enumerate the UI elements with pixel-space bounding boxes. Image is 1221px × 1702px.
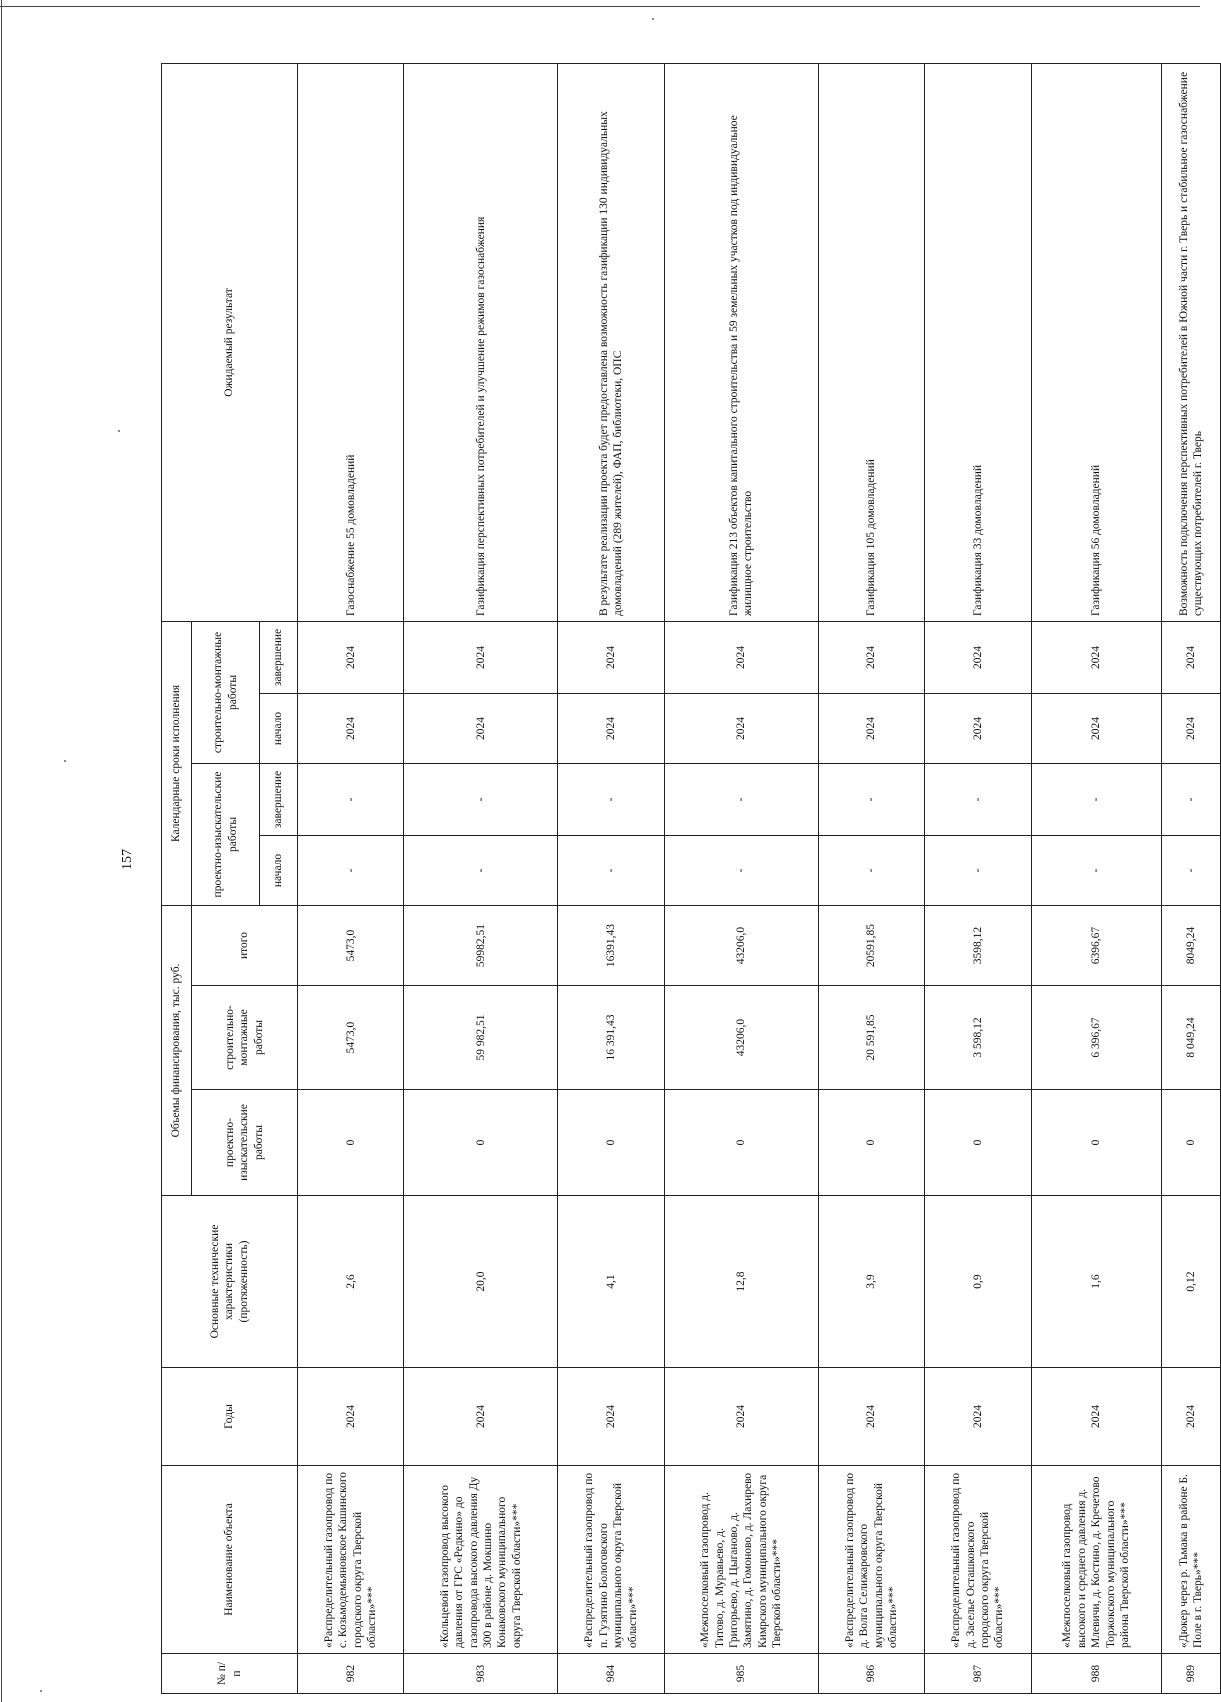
cell-name: «Распределительный газопровод по с. Козьмодемьяновское Кашинского городского округа Тверской области»***: [298, 1466, 404, 1654]
cell-result: Газификация 33 домовладений: [925, 63, 1031, 621]
cell-length: 12,8: [664, 1196, 818, 1368]
cell-construction-start: 2024: [298, 693, 404, 763]
cell-construction-end: 2024: [404, 621, 558, 693]
cell-design-start: -: [664, 835, 818, 905]
scan-speck: [118, 430, 120, 432]
cell-construction-start: 2024: [1161, 693, 1220, 763]
cell-length: 0,9: [925, 1196, 1031, 1368]
cell-name: «Распределительный газопровод по д. Заселье Осташковского городского округа Тверской области»***: [925, 1466, 1031, 1654]
rotated-register-table: [161, 64, 1221, 1694]
cell-num: 983: [404, 1654, 558, 1694]
cell-result: Газификация перспективных потребителей и улучшение режимов газоснабжения: [404, 63, 558, 621]
cell-design-cost: 0: [404, 1090, 558, 1196]
table-row: [925, 63, 1031, 1693]
cell-design-end: -: [664, 763, 818, 835]
cell-design-end: -: [1161, 763, 1220, 835]
cell-construction-end: 2024: [298, 621, 404, 693]
cell-construction-start: 2024: [818, 693, 924, 763]
cell-num: 986: [818, 1654, 924, 1694]
header-schedule: Календарные сроки исполнения: [162, 621, 192, 905]
cell-result: Возможность подключения перспективных потребителей в Южной части г. Тверь и стабильное газоснабжение существующих потребителей г. Тверь: [1161, 63, 1220, 621]
cell-construction-cost: 43206,0: [664, 986, 818, 1090]
header-funding-design: проектно-изыскательские работы: [192, 1090, 298, 1196]
page-number: 157: [120, 849, 135, 870]
scan-left-edge: [1, 0, 2, 1702]
cell-design-cost: 0: [664, 1090, 818, 1196]
cell-total: 20591,85: [818, 905, 924, 985]
cell-design-end: -: [558, 763, 664, 835]
cell-name: «Кольцевой газопровод высокого давления от ГРС «Редкино» до газопровода высокого давления Ду 300 в районе д. Мокшино Конаковского муниципального округа Тверской области»***: [404, 1466, 558, 1654]
scan-speck: [652, 18, 654, 20]
cell-construction-cost: 6 396,67: [1031, 986, 1161, 1090]
cell-length: 2,6: [298, 1196, 404, 1368]
cell-num: 982: [298, 1654, 404, 1694]
cell-total: 16391,43: [558, 905, 664, 985]
cell-construction-start: 2024: [925, 693, 1031, 763]
cell-name: «Межпоселковый газопровод высокого и среднего давления д. Млевичи, д. Костино, д. Кречетово Торжокского муниципального района Тверской области»***: [1031, 1466, 1161, 1654]
cell-design-end: -: [404, 763, 558, 835]
header-num: № п/п: [162, 1654, 298, 1694]
table-row: [664, 63, 818, 1693]
cell-design-cost: 0: [558, 1090, 664, 1196]
cell-length: 4,1: [558, 1196, 664, 1368]
table-row: [1161, 63, 1220, 1693]
cell-construction-cost: 16 391,43: [558, 986, 664, 1090]
cell-construction-cost: 59 982,51: [404, 986, 558, 1090]
cell-years: 2024: [404, 1368, 558, 1466]
cell-length: 1,6: [1031, 1196, 1161, 1368]
table-row: [818, 63, 924, 1693]
cell-name: «Дюкер через р. Тьмака в районе Б. Поле в г. Тверь»***: [1161, 1466, 1220, 1654]
cell-total: 6396,67: [1031, 905, 1161, 985]
cell-num: 984: [558, 1654, 664, 1694]
header-funding: Объемы финансирования, тыс. руб.: [162, 905, 192, 1195]
table-row: [558, 63, 664, 1693]
cell-name: «Распределительный газопровод по п. Гузятино Бологовского муниципального округа Тверской области»***: [558, 1466, 664, 1654]
cell-num: 987: [925, 1654, 1031, 1694]
cell-result: В результате реализации проекта будет предоставлена возможность газификации 130 индивидуальных домовладений (289 жителей), ФАП, библиотеки, ОПС: [558, 63, 664, 621]
header-design-end: завершение: [260, 763, 298, 835]
cell-length: 3,9: [818, 1196, 924, 1368]
cell-total: 59982,51: [404, 905, 558, 985]
scan-speck: [40, 1690, 42, 1692]
cell-length: 20,0: [404, 1196, 558, 1368]
cell-design-cost: 0: [1031, 1090, 1161, 1196]
header-schedule-construction: строительно-монтажные работы: [192, 621, 260, 763]
table-row: [1031, 63, 1161, 1693]
cell-construction-start: 2024: [664, 693, 818, 763]
cell-years: 2024: [925, 1368, 1031, 1466]
cell-construction-start: 2024: [1031, 693, 1161, 763]
header-schedule-design: проектно-изыскательские работы: [192, 763, 260, 905]
cell-num: 985: [664, 1654, 818, 1694]
cell-design-cost: 0: [925, 1090, 1031, 1196]
cell-design-cost: 0: [818, 1090, 924, 1196]
cell-name: «Межпоселковый газопровод д. Титово, д. Муравьево, д. Григорьево, д. Цыганово, д. Замятино, д. Гомоново, д. Лахирево Кимрского муниципального округа Тверской области»***: [664, 1466, 818, 1654]
cell-construction-cost: 20 591,85: [818, 986, 924, 1090]
scan-speck: [64, 760, 66, 762]
cell-design-end: -: [818, 763, 924, 835]
cell-construction-end: 2024: [818, 621, 924, 693]
cell-construction-cost: 8 049,24: [1161, 986, 1220, 1090]
cell-length: 0,12: [1161, 1196, 1220, 1368]
cell-total: 8049,24: [1161, 905, 1220, 985]
cell-construction-start: 2024: [558, 693, 664, 763]
cell-result: Газоснабжение 55 домовладений: [298, 63, 404, 621]
cell-result: Газификация 213 объектов капитального строительства и 59 земельных участков под индивидуальное жилищное строительство: [664, 63, 818, 621]
header-result: Ожидаемый результат: [162, 63, 298, 621]
cell-construction-cost: 5473,0: [298, 986, 404, 1090]
table-row: [404, 63, 558, 1693]
header-funding-total: итого: [192, 905, 298, 985]
cell-total: 43206,0: [664, 905, 818, 985]
cell-years: 2024: [818, 1368, 924, 1466]
cell-design-end: -: [298, 763, 404, 835]
cell-years: 2024: [1161, 1368, 1220, 1466]
cell-design-start: -: [404, 835, 558, 905]
cell-num: 989: [1161, 1654, 1220, 1694]
cell-construction-end: 2024: [925, 621, 1031, 693]
header-construction-start: начало: [260, 693, 298, 763]
cell-result: Газификация 105 домовладений: [818, 63, 924, 621]
cell-total: 3598,12: [925, 905, 1031, 985]
cell-construction-start: 2024: [404, 693, 558, 763]
cell-construction-end: 2024: [1031, 621, 1161, 693]
cell-design-start: -: [558, 835, 664, 905]
cell-construction-end: 2024: [1161, 621, 1220, 693]
cell-construction-end: 2024: [664, 621, 818, 693]
cell-years: 2024: [664, 1368, 818, 1466]
cell-years: 2024: [298, 1368, 404, 1466]
table-row: [298, 63, 404, 1693]
cell-construction-cost: 3 598,12: [925, 986, 1031, 1090]
scan-top-edge: [0, 6, 1200, 7]
cell-name: «Распределительный газопровод по д. Волга Селижаровского муниципального округа Тверской области»***: [818, 1466, 924, 1654]
cell-result: Газификация 56 домовладений: [1031, 63, 1161, 621]
cell-design-start: -: [298, 835, 404, 905]
header-tech: Основные технические характеристики (протяженность): [162, 1196, 298, 1368]
header-construction-end: завершение: [260, 621, 298, 693]
cell-design-end: -: [925, 763, 1031, 835]
cell-construction-end: 2024: [558, 621, 664, 693]
cell-years: 2024: [558, 1368, 664, 1466]
cell-design-cost: 0: [298, 1090, 404, 1196]
cell-years: 2024: [1031, 1368, 1161, 1466]
cell-design-cost: 0: [1161, 1090, 1220, 1196]
cell-design-start: -: [818, 835, 924, 905]
cell-design-end: -: [1031, 763, 1161, 835]
cell-total: 5473,0: [298, 905, 404, 985]
header-funding-construction: строительно-монтажные работы: [192, 986, 298, 1090]
header-name: Наименование объекта: [162, 1466, 298, 1654]
cell-num: 988: [1031, 1654, 1161, 1694]
header-years: Годы: [162, 1368, 298, 1466]
cell-design-start: -: [1031, 835, 1161, 905]
header-design-start: начало: [260, 835, 298, 905]
gas-pipeline-objects-table: [161, 63, 1221, 1694]
cell-design-start: -: [925, 835, 1031, 905]
cell-design-start: -: [1161, 835, 1220, 905]
